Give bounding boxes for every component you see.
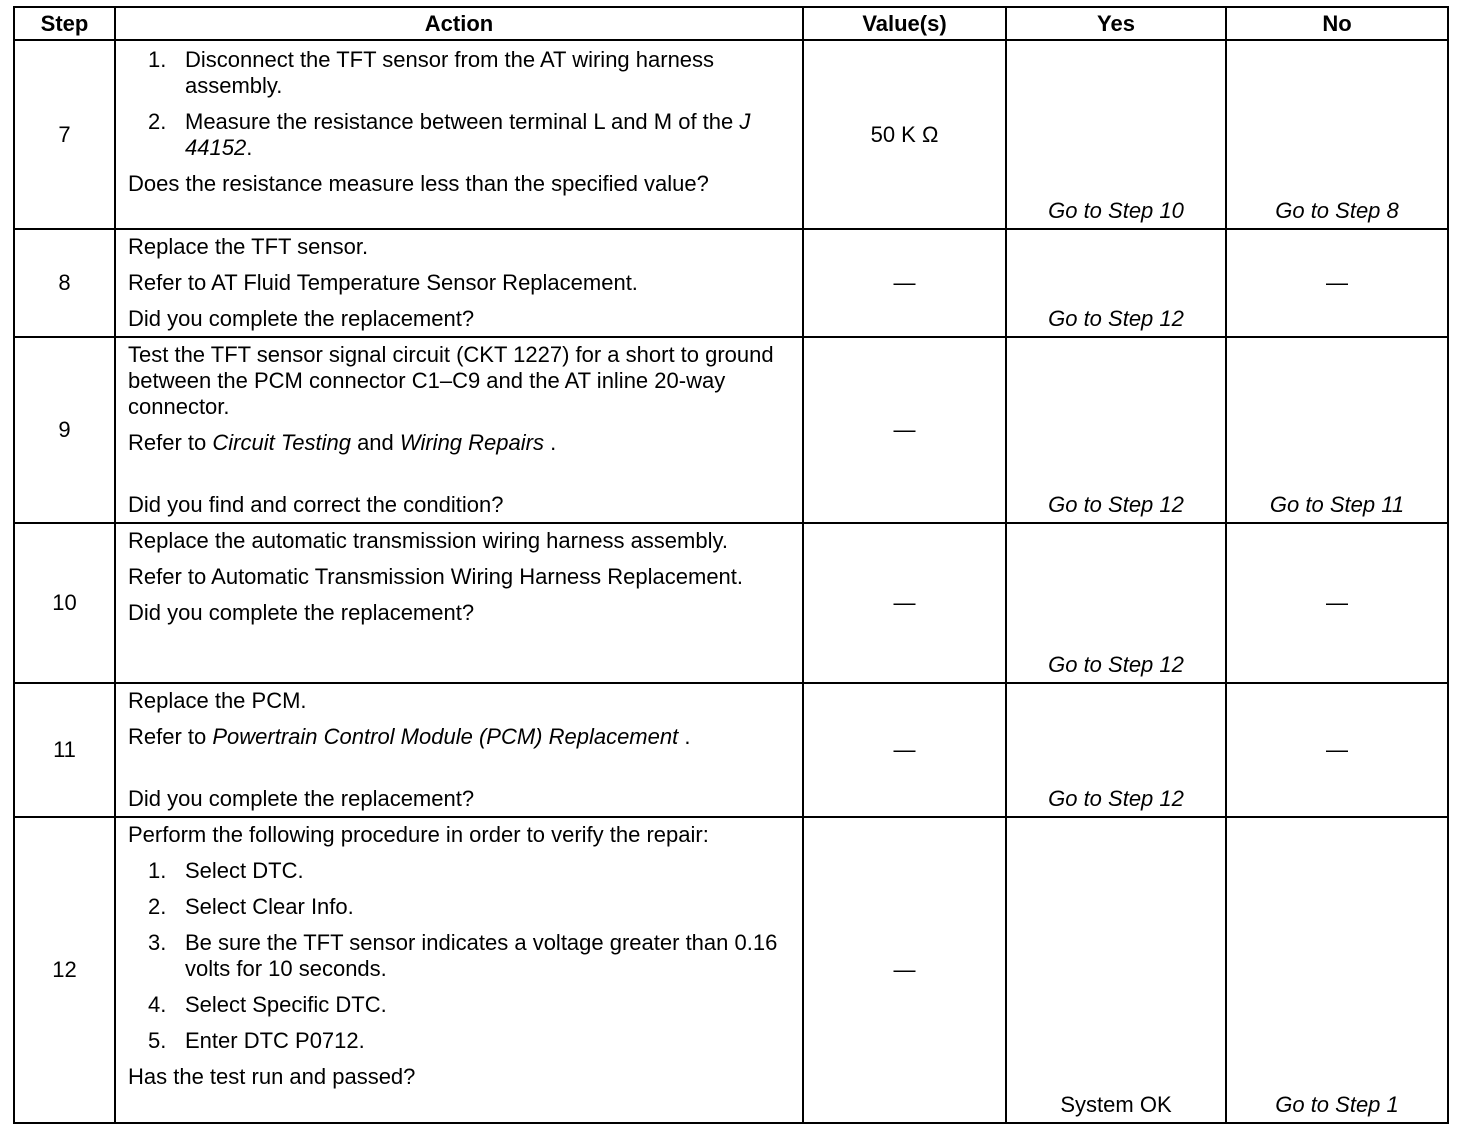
list-item: 1. Disconnect the TFT sensor from the AT wiring harness assembly. <box>148 47 715 98</box>
no-result: Go to Step 1 <box>1275 1092 1399 1117</box>
step-number: 11 <box>14 683 115 817</box>
table-row <box>14 523 1448 683</box>
header-no: No <box>1226 7 1448 40</box>
yes-cell <box>1006 683 1226 817</box>
yes-cell <box>1006 817 1226 1123</box>
yes-result: Go to Step 10 <box>1048 198 1184 223</box>
step-number: 9 <box>14 337 115 523</box>
no-cell <box>1226 817 1448 1123</box>
question-text: Did you complete the replacement? <box>128 600 475 625</box>
no-result: — <box>1326 590 1348 615</box>
no-result: Go to Step 8 <box>1275 198 1399 223</box>
step-number: 8 <box>14 229 115 337</box>
yes-result: Go to Step 12 <box>1048 652 1184 677</box>
yes-cell <box>1006 229 1226 337</box>
value-cell: — <box>803 337 1006 523</box>
table-row <box>14 683 1448 817</box>
table-row <box>14 40 1448 229</box>
header-yes: Yes <box>1006 7 1226 40</box>
yes-cell <box>1006 337 1226 523</box>
action-cell: Replace the automatic transmission wiring harness assembly. Refer to Automatic Transmission Wiring Harness Replacement. Did you complete the replacement? <box>115 523 803 683</box>
yes-result: Go to Step 12 <box>1048 306 1184 331</box>
action-cell <box>115 40 803 229</box>
yes-cell <box>1006 523 1226 683</box>
no-result: — <box>1326 270 1348 295</box>
action-cell: Perform the following procedure in order to verify the repair: 1. Select DTC. 2. Select Clear Info. 3. Be sure the TFT sensor indicates a voltage greater than 0.16 volts for 10 seconds. 4. Select Specific DTC. 5. Enter DTC P0712. Has the test run and passed? <box>115 817 803 1123</box>
value-cell: — <box>803 683 1006 817</box>
table-row <box>14 337 1448 523</box>
list-item: 2. Measure the resistance between terminal L and M of the J 44152. <box>148 109 751 160</box>
no-cell <box>1226 40 1448 229</box>
procedure-list <box>128 47 792 161</box>
yes-cell <box>1006 40 1226 229</box>
no-result: — <box>1326 737 1348 762</box>
yes-result: Go to Step 12 <box>1048 492 1184 517</box>
action-cell: Replace the PCM. Refer to Powertrain Control Module (PCM) Replacement . Did you complete the replacement? <box>115 683 803 817</box>
table-row <box>14 817 1448 1123</box>
step-number: 12 <box>14 817 115 1123</box>
value-cell: — <box>803 817 1006 1123</box>
step-number: 10 <box>14 523 115 683</box>
action-cell: Test the TFT sensor signal circuit (CKT 1227) for a short to ground between the PCM connector C1–C9 and the AT inline 20-way connector. Refer to Circuit Testing and Wiring Repairs . Did you find and correct the condition? <box>115 337 803 523</box>
list-item: 2. Select Clear Info. <box>148 894 354 919</box>
header-row <box>14 7 1448 40</box>
yes-result: System OK <box>1060 1092 1172 1117</box>
no-cell <box>1226 683 1448 817</box>
no-cell <box>1226 229 1448 337</box>
value-cell: — <box>803 229 1006 337</box>
header-values: Value(s) <box>803 7 1006 40</box>
question-text: Did you find and correct the condition? <box>128 492 504 517</box>
value-cell: — <box>803 523 1006 683</box>
no-cell <box>1226 337 1448 523</box>
action-cell: Replace the TFT sensor. Refer to AT Fluid Temperature Sensor Replacement. Did you complete the replacement? <box>115 229 803 337</box>
step-number: 7 <box>14 40 115 229</box>
header-action: Action <box>115 7 803 40</box>
no-result: Go to Step 11 <box>1269 492 1405 517</box>
list-item: 4. Select Specific DTC. <box>148 992 387 1017</box>
question-text: Has the test run and passed? <box>128 1064 416 1089</box>
no-cell <box>1226 523 1448 683</box>
diagnostic-table <box>13 6 1449 1124</box>
list-item: 5. Enter DTC P0712. <box>148 1028 365 1053</box>
question-text: Did you complete the replacement? <box>128 786 475 811</box>
question-text: Did you complete the replacement? <box>128 306 475 331</box>
procedure-list <box>128 858 792 1054</box>
list-item: 1. Select DTC. <box>148 858 304 883</box>
question-text: Does the resistance measure less than the specified value? <box>128 171 709 196</box>
value-cell: 50 K Ω <box>803 40 1006 229</box>
table-row <box>14 229 1448 337</box>
yes-result: Go to Step 12 <box>1048 786 1184 811</box>
header-step: Step <box>14 7 115 40</box>
list-item: 3. Be sure the TFT sensor indicates a voltage greater than 0.16 volts for 10 seconds. <box>148 930 778 981</box>
